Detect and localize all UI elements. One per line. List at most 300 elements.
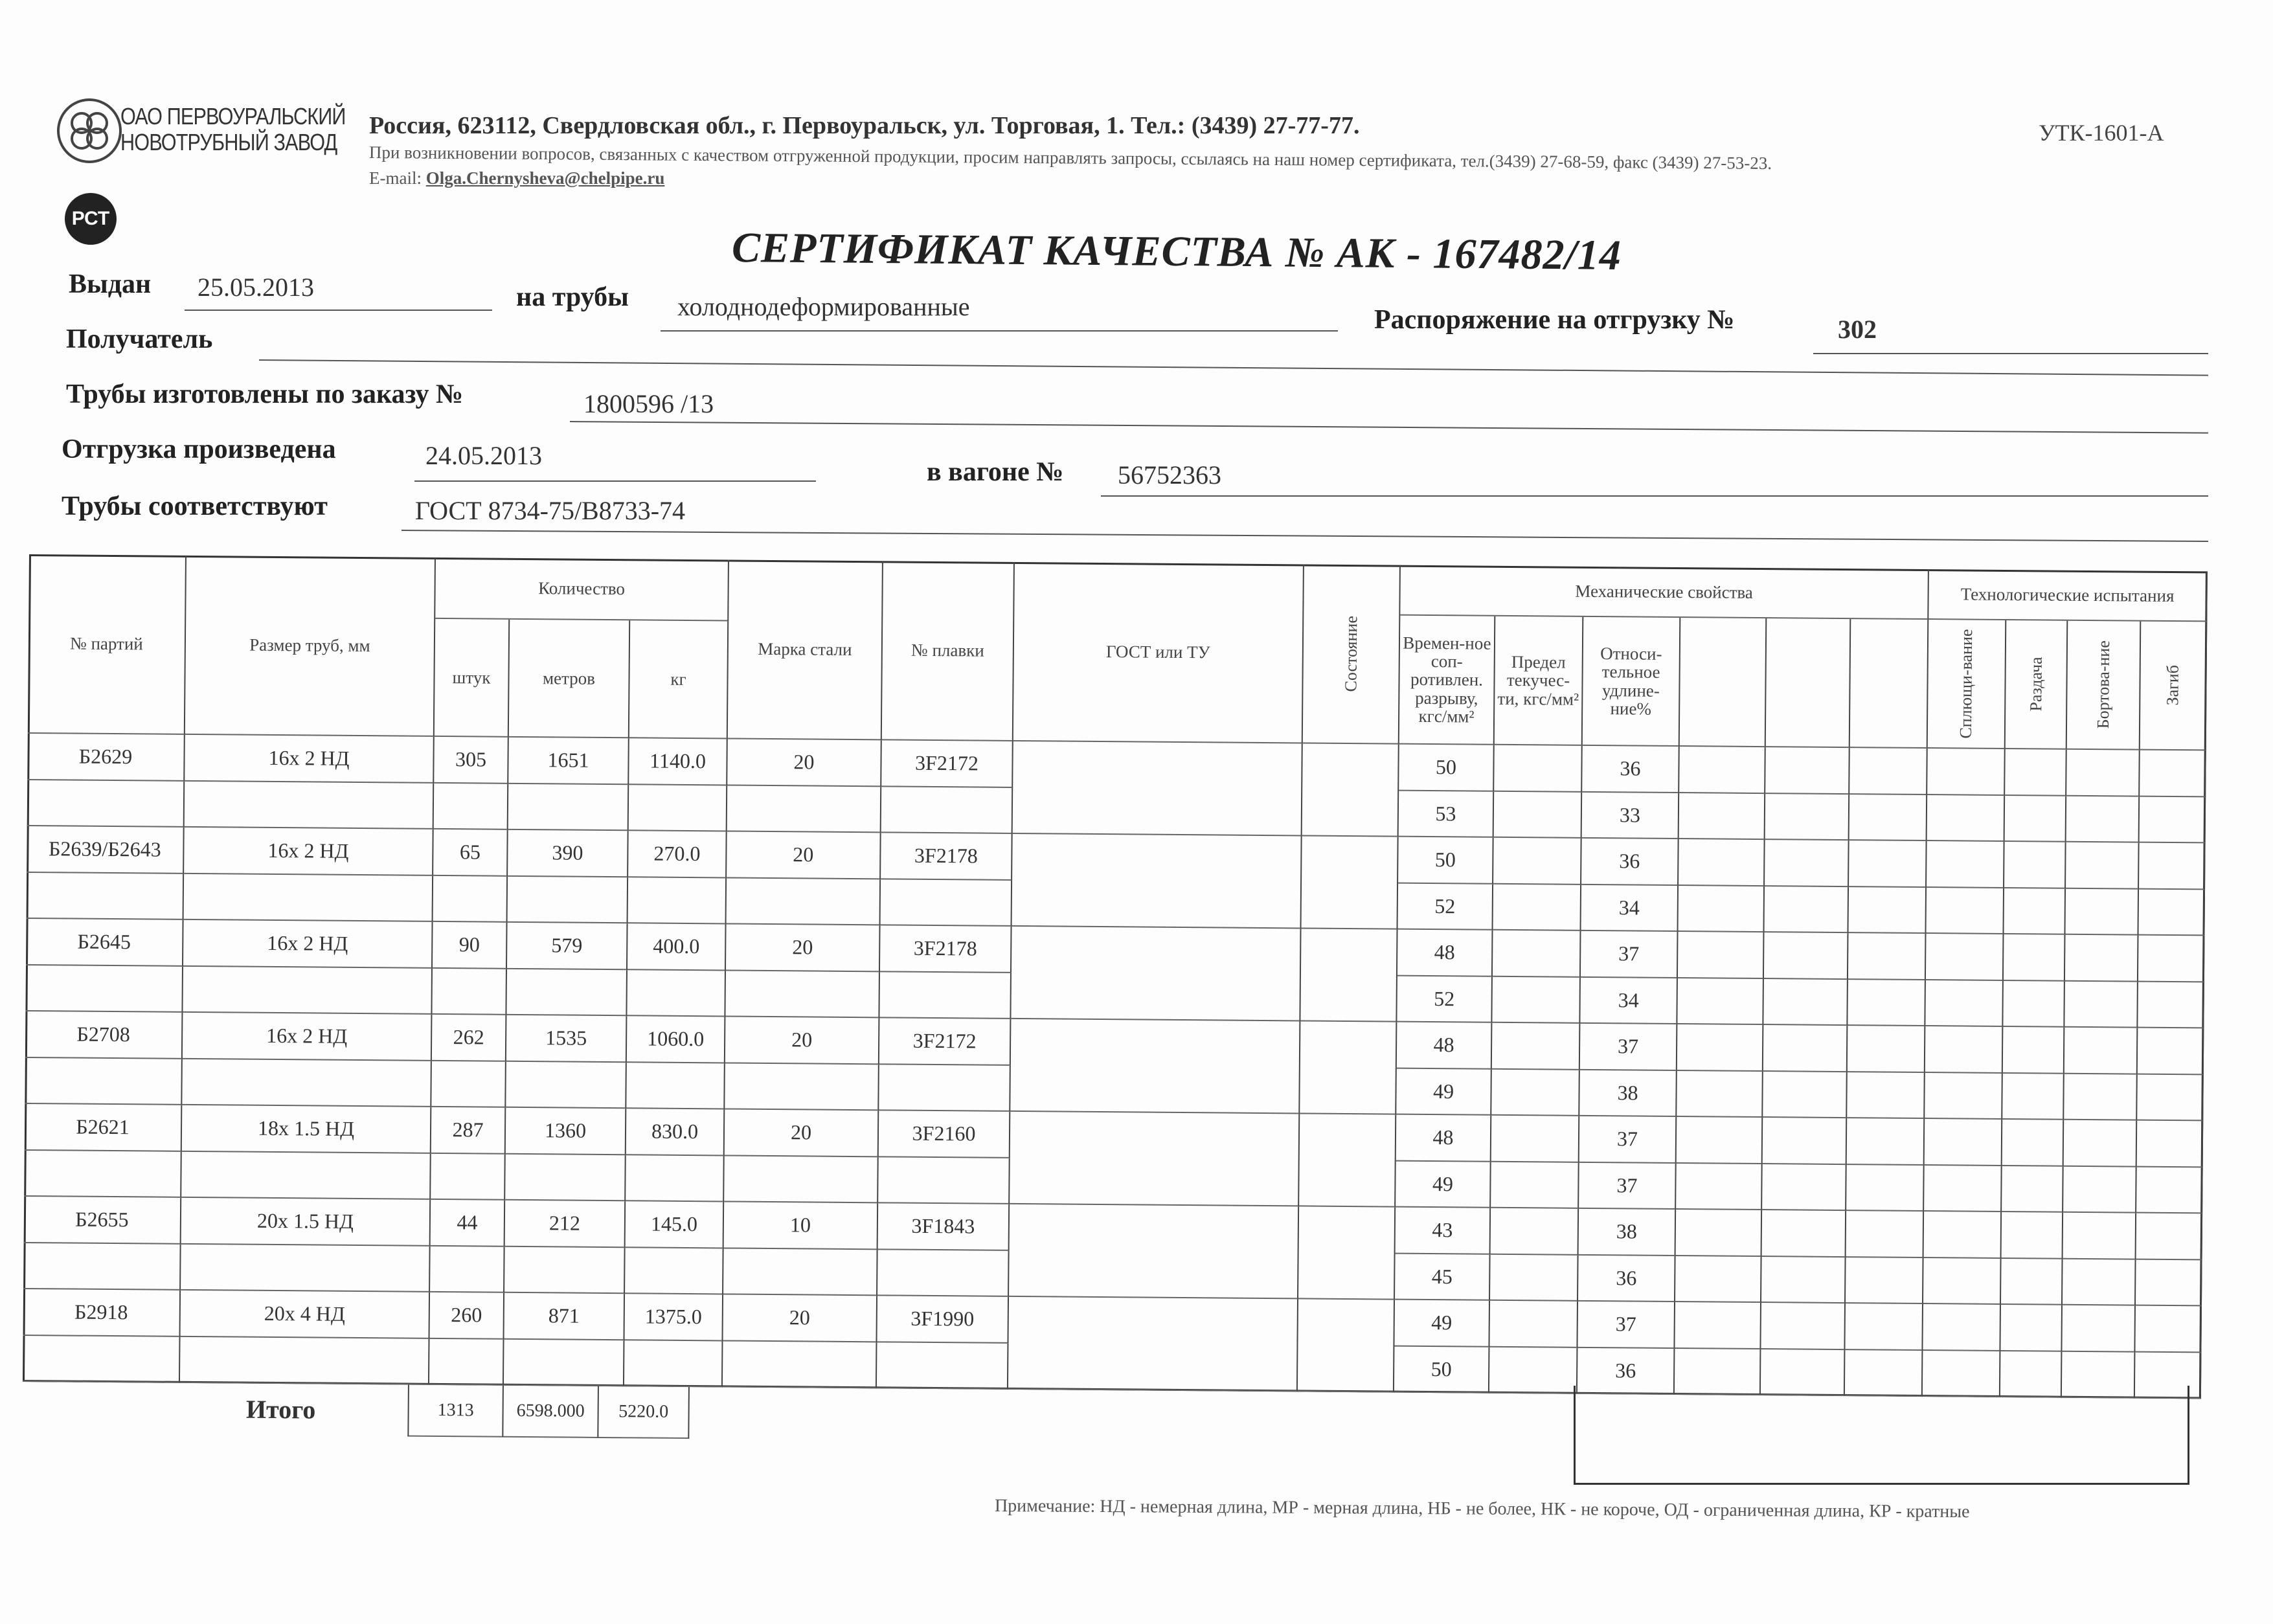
header-pcs: штук bbox=[435, 619, 510, 738]
mech-empty-cell bbox=[2066, 842, 2140, 889]
total-label: Итого bbox=[245, 1394, 316, 1425]
mech-tensile: 53 bbox=[1399, 791, 1495, 838]
row-steel-blank bbox=[725, 1063, 879, 1111]
row-pcs-blank bbox=[434, 783, 509, 829]
mech-empty-cell bbox=[1679, 839, 1765, 886]
mech-yield bbox=[1492, 976, 1581, 1024]
row-heat-blank bbox=[878, 1157, 1010, 1204]
mech-empty-cell bbox=[2004, 934, 2066, 981]
row-heat-blank bbox=[877, 1250, 1010, 1297]
row-batch: Б2708 bbox=[25, 1011, 183, 1059]
mech-empty-cell bbox=[2001, 1258, 2063, 1305]
row-heat: 3F2178 bbox=[881, 833, 1013, 880]
mech-yield bbox=[1491, 1162, 1579, 1209]
row-heat-blank bbox=[879, 1065, 1011, 1112]
mech-elongation: 38 bbox=[1579, 1209, 1677, 1256]
mech-empty-cell bbox=[2138, 1028, 2204, 1075]
mech-empty-cell bbox=[1846, 1165, 1925, 1212]
row-kg: 1140.0 bbox=[629, 738, 728, 785]
mech-empty-cell bbox=[1848, 980, 1926, 1026]
mech-empty-cell bbox=[2062, 1305, 2136, 1352]
mech-yield bbox=[1489, 1301, 1578, 1348]
mech-empty-cell bbox=[1925, 1119, 2003, 1166]
header-technological: Технологические испытания bbox=[1928, 569, 2208, 622]
row-batch-blank bbox=[23, 1335, 181, 1382]
mech-empty-cell bbox=[2065, 935, 2139, 982]
mech-empty-cell bbox=[2138, 936, 2205, 982]
row-meters: 212 bbox=[505, 1201, 626, 1248]
mech-empty-cell bbox=[1679, 793, 1766, 840]
conformity-label: Трубы соответствуют bbox=[62, 491, 328, 521]
row-heat: 3F2172 bbox=[881, 740, 1013, 787]
footnote: Примечание: НД - немерная длина, МР - мерная длина, НБ - не более, НК - не короче, ОД - ограниченная длина, КР - кратные bbox=[994, 1496, 1970, 1522]
wagon-label: в вагоне № bbox=[927, 457, 1064, 487]
row-pcs-blank bbox=[430, 1246, 505, 1292]
row-meters: 390 bbox=[508, 830, 629, 877]
row-batch-blank bbox=[24, 1150, 182, 1197]
header-expand-text: Раздача bbox=[2026, 657, 2046, 712]
row-kg-blank bbox=[624, 1340, 723, 1388]
mech-empty-cell bbox=[1763, 1118, 1848, 1165]
mech-yield bbox=[1492, 1023, 1581, 1070]
mech-empty-cell bbox=[1924, 1166, 2002, 1212]
row-size-blank bbox=[180, 1336, 430, 1385]
mech-empty-cell bbox=[2002, 1073, 2064, 1120]
mech-empty-cell bbox=[2138, 889, 2205, 936]
row-kg-blank bbox=[626, 1063, 725, 1110]
row-kg: 145.0 bbox=[626, 1201, 725, 1248]
mech-elongation: 34 bbox=[1580, 977, 1678, 1024]
questions-note: При возникновении вопросов, связанных с качеством отгруженной продукции, просим направлять запросы, ссылаясь на наш номер сертификата, тел.(3439) 27-68-59, факс (3439) 27-53-23. bbox=[368, 142, 1772, 174]
mech-elongation: 38 bbox=[1579, 1070, 1677, 1117]
mech-empty-cell bbox=[2004, 842, 2066, 888]
mech-empty-cell bbox=[1762, 1210, 1847, 1257]
header-bend-text: Загиб bbox=[2163, 665, 2183, 706]
header-yield: Предел текучес-ти, кгс/мм² bbox=[1495, 616, 1584, 746]
mech-tensile: 50 bbox=[1398, 837, 1494, 885]
row-heat: 3F2178 bbox=[880, 925, 1012, 973]
row-batch: Б2655 bbox=[24, 1197, 182, 1244]
mech-yield bbox=[1493, 930, 1581, 978]
mech-empty-cell bbox=[1763, 1025, 1848, 1072]
row-state bbox=[1299, 1114, 1396, 1207]
company-name-line-2: НОВОТРУБНЫЙ ЗАВОД bbox=[120, 129, 337, 155]
row-state bbox=[1298, 1206, 1396, 1300]
mech-empty-cell bbox=[2004, 888, 2066, 934]
row-pcs: 262 bbox=[432, 1015, 507, 1061]
mech-empty-cell bbox=[2005, 749, 2067, 796]
mech-tensile: 45 bbox=[1395, 1254, 1491, 1301]
row-steel-blank bbox=[725, 971, 880, 1018]
mech-empty-cell bbox=[1925, 1026, 2004, 1073]
order-number-label: Трубы изготовлены по заказу № bbox=[66, 379, 464, 409]
row-size: 16х 2 НД bbox=[183, 920, 433, 969]
row-steel: 20 bbox=[727, 831, 881, 879]
row-size: 16х 2 НД bbox=[184, 828, 434, 876]
row-heat-blank bbox=[877, 1342, 1009, 1390]
mech-yield bbox=[1491, 1069, 1580, 1116]
row-size: 16х 2 НД bbox=[185, 735, 435, 784]
header-elongation: Относи-тельное удлине-ние% bbox=[1583, 617, 1681, 747]
mech-elongation: 36 bbox=[1582, 746, 1680, 793]
row-batch: Б2629 bbox=[27, 734, 185, 781]
order-number-value: 1800596 /13 bbox=[583, 389, 714, 418]
pipes-label: на трубы bbox=[516, 282, 629, 312]
row-heat: 3F2172 bbox=[879, 1018, 1012, 1065]
total-kg: 5220.0 bbox=[598, 1386, 690, 1439]
mech-empty-cell bbox=[2064, 1120, 2138, 1167]
mech-empty-cell bbox=[1849, 748, 1928, 795]
mech-elongation: 36 bbox=[1581, 839, 1679, 886]
header-flange-text: Бортова-ние bbox=[2093, 640, 2113, 729]
mech-empty-cell bbox=[1765, 794, 1850, 841]
mech-tensile: 48 bbox=[1396, 1115, 1492, 1162]
row-state bbox=[1300, 929, 1397, 1022]
mech-empty-cell bbox=[1847, 1072, 1925, 1119]
row-batch-blank bbox=[23, 1243, 181, 1290]
mech-empty-cell bbox=[1763, 1072, 1848, 1119]
mech-empty-cell bbox=[1848, 933, 1927, 980]
mech-empty-cell bbox=[1846, 1211, 1925, 1257]
mech-tensile: 48 bbox=[1397, 930, 1493, 977]
row-steel-blank bbox=[723, 1341, 877, 1388]
row-heat: 3F1990 bbox=[877, 1296, 1009, 1343]
row-meters-blank bbox=[506, 969, 628, 1016]
mech-empty-cell bbox=[2066, 750, 2140, 796]
mech-empty-cell bbox=[2063, 1259, 2136, 1305]
row-meters: 579 bbox=[507, 923, 628, 970]
mech-empty-cell bbox=[2066, 796, 2140, 842]
header-gost: ГОСТ или ТУ bbox=[1013, 562, 1304, 744]
mech-empty-cell bbox=[2137, 1121, 2204, 1167]
row-size-blank bbox=[181, 1244, 431, 1292]
row-size: 20х 4 НД bbox=[181, 1291, 431, 1339]
header-batch: № партий bbox=[28, 554, 187, 735]
row-heat-blank bbox=[881, 787, 1013, 834]
row-pcs: 305 bbox=[434, 737, 509, 784]
row-gost bbox=[1011, 927, 1301, 1022]
row-heat-blank bbox=[881, 879, 1013, 927]
row-batch: Б2621 bbox=[25, 1104, 183, 1151]
row-meters-blank bbox=[508, 876, 629, 923]
row-state bbox=[1298, 1299, 1395, 1392]
row-pcs: 65 bbox=[433, 829, 508, 876]
conformity-value: ГОСТ 8734-75/В8733-74 bbox=[415, 496, 686, 525]
header-size: Размер труб, мм bbox=[185, 556, 436, 737]
mech-yield bbox=[1489, 1347, 1578, 1394]
mech-tensile: 50 bbox=[1399, 745, 1495, 792]
mech-elongation: 37 bbox=[1581, 931, 1679, 978]
shipping-order-value: 302 bbox=[1838, 315, 1877, 344]
mech-empty-cell bbox=[2063, 1213, 2137, 1259]
mech-empty-cell bbox=[2137, 1074, 2204, 1121]
row-kg: 400.0 bbox=[628, 923, 727, 971]
mech-tensile: 52 bbox=[1397, 976, 1493, 1023]
mech-empty-cell bbox=[1923, 1304, 2001, 1351]
row-kg: 270.0 bbox=[628, 831, 727, 878]
shipped-date-label: Отгрузка произведена bbox=[62, 434, 336, 464]
row-steel-blank bbox=[727, 878, 881, 925]
row-kg-blank bbox=[626, 1155, 725, 1202]
row-meters-blank bbox=[504, 1339, 625, 1386]
row-heat-blank bbox=[879, 972, 1012, 1019]
mech-empty-cell bbox=[2135, 1306, 2202, 1353]
row-heat: 3F1843 bbox=[878, 1203, 1010, 1250]
row-meters: 1535 bbox=[506, 1015, 628, 1063]
row-steel-blank bbox=[723, 1248, 878, 1296]
row-kg: 830.0 bbox=[626, 1109, 725, 1156]
row-batch-blank bbox=[25, 965, 183, 1012]
shipped-date-value: 24.05.2013 bbox=[425, 441, 542, 470]
mech-elongation: 37 bbox=[1578, 1302, 1675, 1349]
mech-empty-cell bbox=[2003, 980, 2065, 1027]
row-batch-blank bbox=[25, 1057, 183, 1105]
header-flange bbox=[2067, 621, 2142, 750]
mech-empty-cell bbox=[1924, 1212, 2002, 1258]
mech-empty-cell bbox=[1762, 1164, 1847, 1212]
row-gost bbox=[1008, 1297, 1298, 1392]
mech-yield bbox=[1494, 791, 1583, 839]
mech-empty-cell bbox=[2002, 1120, 2064, 1166]
row-meters-blank bbox=[504, 1246, 626, 1294]
mech-empty-cell bbox=[2002, 1166, 2064, 1212]
company-name-line-1: ОАО ПЕРВОУРАЛЬСКИЙ bbox=[120, 103, 346, 130]
mech-empty-cell bbox=[1925, 980, 2004, 1027]
row-size-blank bbox=[181, 1151, 431, 1200]
mech-empty-cell bbox=[2005, 795, 2067, 842]
mech-empty-cell bbox=[1677, 1071, 1763, 1118]
mech-empty-cell bbox=[1677, 1024, 1764, 1072]
mech-empty-cell bbox=[1675, 1302, 1761, 1349]
mech-empty-cell bbox=[1677, 978, 1764, 1026]
email-link[interactable]: Olga.Chernysheva@chelpipe.ru bbox=[425, 168, 665, 188]
row-state bbox=[1300, 1021, 1397, 1114]
row-batch-blank bbox=[27, 780, 185, 827]
row-kg-blank bbox=[627, 970, 726, 1017]
email-label: E-mail: bbox=[369, 168, 422, 188]
header-kg: кг bbox=[629, 620, 729, 739]
mech-empty-cell bbox=[1923, 1258, 2002, 1305]
row-size-blank bbox=[182, 1059, 432, 1107]
company-address: Россия, 623112, Свердловская обл., г. Первоуральск, ул. Торговая, 1. Тел.: (3439) 27-77-77. bbox=[369, 112, 1360, 139]
mech-empty-cell bbox=[1926, 888, 2004, 934]
mech-tensile: 48 bbox=[1397, 1022, 1493, 1070]
row-meters-blank bbox=[505, 1154, 626, 1201]
row-batch: Б2645 bbox=[26, 919, 184, 966]
mech-tensile: 52 bbox=[1398, 883, 1494, 930]
mech-empty-cell bbox=[1848, 887, 1927, 934]
row-meters: 1651 bbox=[508, 738, 629, 785]
row-steel-blank bbox=[727, 785, 882, 833]
mech-yield bbox=[1493, 884, 1582, 931]
mech-empty-cell bbox=[1761, 1257, 1846, 1304]
header-mechanical: Механические свойства bbox=[1400, 565, 1929, 620]
mech-empty-cell bbox=[2002, 1212, 2064, 1259]
mech-empty-cell bbox=[2136, 1213, 2203, 1260]
mech-empty-cell bbox=[2064, 1028, 2138, 1074]
row-gost bbox=[1012, 834, 1302, 929]
certificate-title: СЕРТИФИКАТ КАЧЕСТВА № АК - 167482/14 bbox=[731, 224, 1622, 279]
row-state bbox=[1302, 836, 1399, 929]
mech-empty-cell bbox=[1678, 932, 1765, 979]
row-steel: 20 bbox=[727, 739, 882, 786]
header-bend bbox=[2140, 622, 2208, 751]
mech-elongation: 34 bbox=[1581, 885, 1679, 932]
total-meters: 6598.000 bbox=[503, 1386, 599, 1438]
mech-empty-cell bbox=[1848, 1026, 1926, 1072]
mech-empty-cell bbox=[2140, 796, 2206, 843]
mech-empty-cell bbox=[2140, 750, 2206, 797]
row-meters-blank bbox=[506, 1061, 627, 1109]
row-steel-blank bbox=[724, 1156, 879, 1203]
header-meters: метров bbox=[509, 620, 630, 738]
row-steel: 10 bbox=[724, 1202, 879, 1249]
mech-empty-cell bbox=[1926, 934, 2004, 980]
header-quantity: Количество bbox=[435, 558, 729, 622]
mech-yield bbox=[1494, 745, 1583, 793]
row-batch: Б2639/Б2643 bbox=[27, 826, 185, 874]
mech-empty-cell bbox=[1675, 1256, 1762, 1303]
mech-empty-cell bbox=[2064, 1074, 2138, 1120]
mech-yield bbox=[1493, 838, 1582, 885]
row-size: 16х 2 НД bbox=[183, 1013, 433, 1061]
mech-yield bbox=[1490, 1254, 1579, 1302]
wagon-value: 56752363 bbox=[1118, 460, 1221, 490]
mech-yield bbox=[1491, 1116, 1580, 1163]
row-gost bbox=[1009, 1204, 1299, 1300]
row-pcs-blank bbox=[433, 875, 508, 922]
mech-empty-cell bbox=[2136, 1259, 2202, 1306]
row-heat: 3F2160 bbox=[879, 1111, 1011, 1158]
mech-empty-cell bbox=[2064, 981, 2138, 1028]
mech-empty-cell bbox=[2063, 1166, 2137, 1213]
mech-empty-cell bbox=[1927, 749, 2006, 795]
mech-empty-cell bbox=[1765, 840, 1849, 887]
header-steel: Марка стали bbox=[728, 559, 883, 740]
mech-tensile: 49 bbox=[1396, 1161, 1491, 1208]
header-tensile: Времен-ное соп-ротивлен. разрыву, кгс/мм² bbox=[1399, 616, 1496, 745]
row-meters-blank bbox=[508, 784, 629, 831]
row-kg-blank bbox=[628, 877, 727, 925]
mech-empty-cell bbox=[1761, 1303, 1846, 1350]
row-pcs: 287 bbox=[431, 1107, 506, 1154]
issued-value: 25.05.2013 bbox=[198, 273, 314, 302]
mech-empty-cell bbox=[1927, 795, 2006, 842]
recipient-label: Получатель bbox=[66, 324, 213, 354]
row-steel: 20 bbox=[725, 1109, 879, 1156]
row-kg: 1060.0 bbox=[627, 1016, 726, 1063]
row-gost bbox=[1010, 1019, 1300, 1114]
row-pcs-blank bbox=[431, 1153, 506, 1200]
row-pcs: 44 bbox=[431, 1200, 506, 1246]
row-size: 18х 1.5 НД bbox=[182, 1105, 432, 1154]
row-pcs-blank bbox=[432, 968, 507, 1015]
row-size: 20х 1.5 НД bbox=[181, 1198, 431, 1246]
header-state bbox=[1303, 564, 1401, 744]
row-size-blank bbox=[184, 874, 434, 922]
mech-empty-cell bbox=[1847, 1118, 1925, 1165]
mech-elongation: 37 bbox=[1579, 1162, 1677, 1210]
mech-empty-cell bbox=[1846, 1257, 1924, 1304]
row-steel: 20 bbox=[723, 1294, 877, 1342]
mech-empty-cell bbox=[1849, 840, 1927, 887]
mech-empty-cell bbox=[1927, 841, 2005, 888]
header-expand bbox=[2006, 620, 2068, 750]
header-flatten-text: Сплющи-вание bbox=[1956, 629, 1976, 739]
mech-empty-cell bbox=[1764, 932, 1849, 980]
header-mech-empty-3 bbox=[1850, 619, 1929, 749]
mech-tensile: 49 bbox=[1396, 1068, 1492, 1116]
row-batch: Б2918 bbox=[23, 1289, 181, 1336]
mech-empty-cell bbox=[1849, 795, 1928, 841]
row-pcs-blank bbox=[431, 1061, 506, 1107]
mech-empty-cell bbox=[2139, 843, 2206, 890]
mech-empty-cell bbox=[1678, 886, 1765, 933]
row-pcs: 90 bbox=[433, 922, 508, 969]
mech-tensile: 43 bbox=[1396, 1208, 1491, 1255]
row-pcs: 260 bbox=[430, 1292, 505, 1339]
row-pcs-blank bbox=[429, 1338, 504, 1385]
row-gost bbox=[1010, 1112, 1300, 1207]
row-meters: 1360 bbox=[506, 1108, 627, 1155]
mech-empty-cell bbox=[1676, 1164, 1763, 1211]
mech-elongation: 36 bbox=[1578, 1255, 1676, 1302]
mech-empty-cell bbox=[1677, 1117, 1763, 1164]
row-batch-blank bbox=[27, 872, 185, 919]
mech-empty-cell bbox=[1845, 1303, 1923, 1350]
header-mech-empty-1 bbox=[1680, 618, 1767, 747]
mech-tensile: 49 bbox=[1394, 1300, 1490, 1348]
row-state bbox=[1302, 743, 1399, 837]
mech-empty-cell bbox=[2003, 1027, 2065, 1074]
mech-tensile: 50 bbox=[1394, 1346, 1490, 1393]
header-flatten bbox=[1928, 620, 2007, 749]
row-meters: 871 bbox=[504, 1293, 626, 1340]
signature-box bbox=[1574, 1386, 2189, 1485]
total-pcs: 1313 bbox=[407, 1385, 504, 1438]
mech-empty-cell bbox=[2000, 1305, 2063, 1351]
row-kg-blank bbox=[629, 785, 728, 832]
mech-empty-cell bbox=[1763, 979, 1848, 1026]
row-size-blank bbox=[185, 781, 435, 829]
mech-empty-cell bbox=[1679, 747, 1766, 794]
row-gost bbox=[1013, 741, 1303, 837]
mech-empty-cell bbox=[1676, 1210, 1763, 1257]
mech-elongation: 33 bbox=[1582, 792, 1680, 839]
pipes-value: холоднодеформированные bbox=[677, 292, 970, 321]
mech-elongation: 37 bbox=[1580, 1024, 1678, 1071]
mech-empty-cell bbox=[1765, 747, 1850, 795]
mech-empty-cell bbox=[2065, 888, 2139, 935]
row-steel: 20 bbox=[725, 1017, 880, 1064]
issued-label: Выдан bbox=[69, 269, 152, 299]
mech-yield bbox=[1491, 1208, 1579, 1256]
mech-elongation: 36 bbox=[1578, 1348, 1675, 1395]
row-steel: 20 bbox=[726, 924, 881, 971]
mech-empty-cell bbox=[2138, 982, 2204, 1028]
mech-empty-cell bbox=[1925, 1073, 2003, 1120]
row-kg: 1375.0 bbox=[624, 1294, 723, 1341]
header-mech-empty-2 bbox=[1766, 618, 1851, 748]
header-heat: № плавки bbox=[882, 561, 1015, 741]
mech-empty-cell bbox=[1764, 886, 1849, 934]
row-size-blank bbox=[183, 966, 433, 1015]
header-state-text: Состояние bbox=[1341, 615, 1361, 692]
mech-elongation: 37 bbox=[1579, 1116, 1677, 1164]
mech-empty-cell bbox=[2136, 1167, 2203, 1213]
row-kg-blank bbox=[625, 1248, 724, 1295]
shipping-order-label: Распоряжение на отгрузку № bbox=[1374, 305, 1735, 335]
